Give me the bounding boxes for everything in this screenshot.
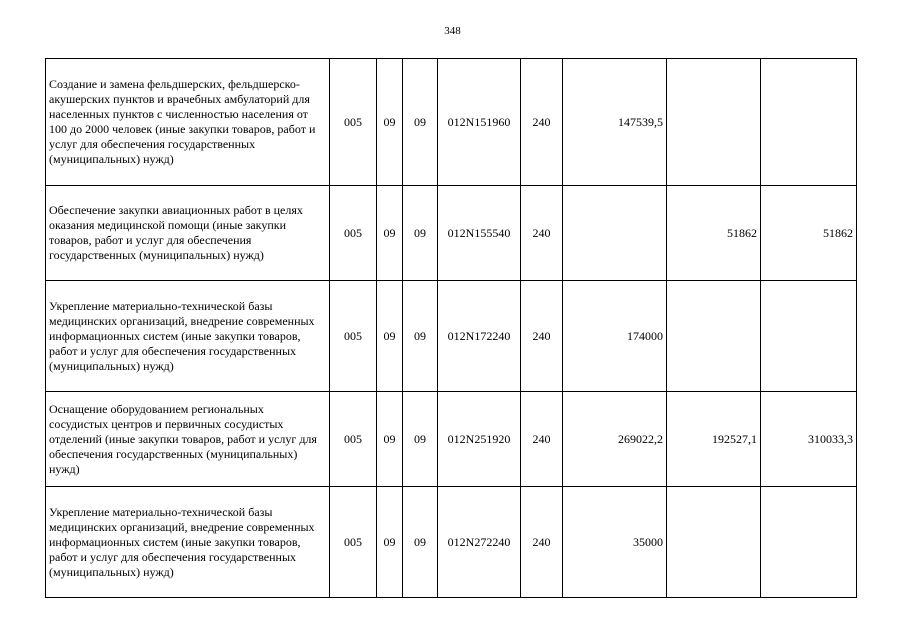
expense-type-code: 240: [521, 59, 563, 186]
table-row: [46, 281, 857, 392]
amount-year-2: 51862: [667, 186, 761, 281]
section-code: 09: [377, 487, 403, 598]
row-description: Создание и замена фельдшерских, фельдшерско-акушерских пунктов и врачебных амбулаторий для населенных пунктов с численностью населения от 100 до 2000 человек (иные закупки товаров, работ и услуг для обеспечения государственных (муниципальных) нужд): [46, 59, 330, 186]
section-code: 09: [377, 281, 403, 392]
expense-type-code: 240: [521, 281, 563, 392]
amount-year-1: [563, 186, 667, 281]
target-item-code: 012N172240: [438, 281, 521, 392]
section-code: 09: [377, 186, 403, 281]
expense-type-code: 240: [521, 186, 563, 281]
department-code: 005: [330, 281, 377, 392]
amount-year-2: 192527,1: [667, 392, 761, 487]
row-description: Оснащение оборудованием региональных сосудистых центров и первичных сосудистых отделений (иные закупки товаров, работ и услуг для обеспечения государственных (муниципальных) нужд): [46, 392, 330, 487]
subsection-code: 09: [403, 59, 438, 186]
target-item-code: 012N272240: [438, 487, 521, 598]
amount-year-2: [667, 281, 761, 392]
table-row: [46, 487, 857, 598]
expense-type-code: 240: [521, 392, 563, 487]
page-number: 348: [444, 25, 461, 37]
section-code: 09: [377, 392, 403, 487]
subsection-code: 09: [403, 392, 438, 487]
amount-year-3: 51862: [761, 186, 857, 281]
subsection-code: 09: [403, 281, 438, 392]
subsection-code: 09: [403, 186, 438, 281]
row-description: Укрепление материально-технической базы медицинских организаций, внедрение современных информационных систем (иные закупки товаров, работ и услуг для обеспечения государственных (муниципальных) нужд): [46, 281, 330, 392]
department-code: 005: [330, 186, 377, 281]
amount-year-3: [761, 487, 857, 598]
department-code: 005: [330, 392, 377, 487]
amount-year-3: [761, 59, 857, 186]
amount-year-1: 269022,2: [563, 392, 667, 487]
amount-year-1: 35000: [563, 487, 667, 598]
subsection-code: 09: [403, 487, 438, 598]
section-code: 09: [377, 59, 403, 186]
row-description: Обеспечение закупки авиационных работ в целях оказания медицинской помощи (иные закупки товаров, работ и услуг для обеспечения государственных (муниципальных) нужд): [46, 186, 330, 281]
amount-year-2: [667, 487, 761, 598]
department-code: 005: [330, 59, 377, 186]
target-item-code: 012N151960: [438, 59, 521, 186]
amount-year-2: [667, 59, 761, 186]
row-description: Укрепление материально-технической базы медицинских организаций, внедрение современных информационных систем (иные закупки товаров, работ и услуг для обеспечения государственных (муниципальных) нужд): [46, 487, 330, 598]
amount-year-3: 310033,3: [761, 392, 857, 487]
budget-table: [45, 58, 857, 598]
table-row: [46, 59, 857, 186]
table-row: [46, 392, 857, 487]
target-item-code: 012N251920: [438, 392, 521, 487]
expense-type-code: 240: [521, 487, 563, 598]
amount-year-1: 147539,5: [563, 59, 667, 186]
amount-year-3: [761, 281, 857, 392]
department-code: 005: [330, 487, 377, 598]
table-row: [46, 186, 857, 281]
target-item-code: 012N155540: [438, 186, 521, 281]
amount-year-1: 174000: [563, 281, 667, 392]
